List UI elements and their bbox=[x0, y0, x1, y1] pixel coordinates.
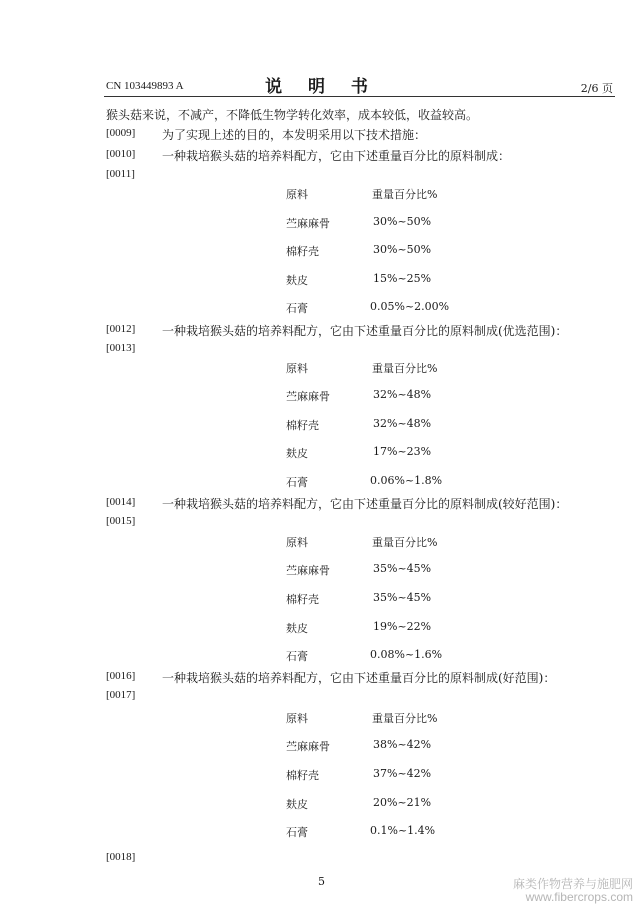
paragraph-text: 一种栽培猴头菇的培养料配方，它由下述重量百分比的原料制成： bbox=[162, 149, 511, 163]
table-cell-percent: 32%~48% bbox=[373, 388, 432, 401]
document-number: CN 103449893 A bbox=[106, 80, 184, 92]
paragraph-number: [0017] bbox=[106, 689, 136, 701]
paragraph-text: 一种栽培猴头菇的培养料配方，它由下述重量百分比的原料制成(好范围)： bbox=[162, 671, 556, 685]
table-header-material: 原料 bbox=[286, 188, 308, 201]
table-cell-material: 苎麻麻骨 bbox=[286, 564, 330, 577]
paragraph-number: [0014] bbox=[106, 496, 136, 508]
table-header-percent: 重量百分比% bbox=[372, 188, 438, 201]
paragraph-number: [0010] bbox=[106, 148, 136, 160]
table-cell-material: 棉籽壳 bbox=[286, 769, 319, 782]
table-cell-percent: 0.08%~1.6% bbox=[370, 648, 443, 661]
page-number: 5 bbox=[318, 875, 325, 888]
page-title: 说 明 书 bbox=[265, 77, 378, 97]
watermark-text: 麻类作物营养与施肥网 bbox=[512, 877, 633, 891]
table-cell-percent: 37%~42% bbox=[373, 767, 432, 780]
table-cell-material: 石膏 bbox=[286, 476, 308, 489]
intro-line: 猴头菇来说，不减产，不降低生物学转化效率，成本较低，收益较高。 bbox=[106, 108, 479, 122]
table-cell-material: 棉籽壳 bbox=[286, 593, 319, 606]
table-cell-percent: 17%~23% bbox=[373, 445, 432, 458]
page-indicator: 2/6 页 bbox=[580, 82, 613, 95]
table-cell-material: 麸皮 bbox=[286, 274, 308, 287]
paragraph-text: 一种栽培猴头菇的培养料配方，它由下述重量百分比的原料制成(较好范围)： bbox=[162, 497, 568, 511]
paragraph-text: 为了实现上述的目的，本发明采用以下技术措施： bbox=[162, 128, 427, 142]
watermark-url: www.fibercrops.com bbox=[525, 890, 633, 904]
paragraph-number: [0013] bbox=[106, 342, 136, 354]
table-header-material: 原料 bbox=[286, 712, 308, 725]
table-cell-percent: 0.06%~1.8% bbox=[370, 474, 443, 487]
paragraph-text: 一种栽培猴头菇的培养料配方，它由下述重量百分比的原料制成(优选范围)： bbox=[162, 324, 568, 338]
paragraph-number: [0015] bbox=[106, 515, 136, 527]
table-cell-material: 麸皮 bbox=[286, 622, 308, 635]
table-cell-material: 棉籽壳 bbox=[286, 419, 319, 432]
table-cell-material: 石膏 bbox=[286, 650, 308, 663]
table-header-percent: 重量百分比% bbox=[372, 536, 438, 549]
table-header-material: 原料 bbox=[286, 536, 308, 549]
table-cell-percent: 0.05%~2.00% bbox=[370, 300, 450, 313]
table-cell-material: 麸皮 bbox=[286, 798, 308, 811]
table-cell-material: 麸皮 bbox=[286, 447, 308, 460]
table-cell-percent: 0.1%~1.4% bbox=[370, 824, 436, 837]
table-cell-material: 苎麻麻骨 bbox=[286, 217, 330, 230]
table-cell-material: 石膏 bbox=[286, 826, 308, 839]
table-cell-percent: 19%~22% bbox=[373, 620, 432, 633]
paragraph-number: [0018] bbox=[106, 851, 136, 863]
paragraph-number: [0011] bbox=[106, 168, 135, 180]
table-cell-percent: 30%~50% bbox=[373, 243, 432, 256]
paragraph-number: [0016] bbox=[106, 670, 136, 682]
paragraph-number: [0009] bbox=[106, 127, 136, 139]
table-header-material: 原料 bbox=[286, 362, 308, 375]
table-cell-material: 石膏 bbox=[286, 302, 308, 315]
table-cell-percent: 30%~50% bbox=[373, 215, 432, 228]
table-cell-percent: 32%~48% bbox=[373, 417, 432, 430]
table-cell-percent: 38%~42% bbox=[373, 738, 432, 751]
table-cell-percent: 15%~25% bbox=[373, 272, 432, 285]
table-header-percent: 重量百分比% bbox=[372, 362, 438, 375]
table-cell-material: 苎麻麻骨 bbox=[286, 390, 330, 403]
header-divider bbox=[104, 96, 615, 97]
paragraph-number: [0012] bbox=[106, 323, 136, 335]
table-cell-material: 棉籽壳 bbox=[286, 245, 319, 258]
table-cell-percent: 35%~45% bbox=[373, 591, 432, 604]
table-cell-percent: 20%~21% bbox=[373, 796, 432, 809]
table-cell-material: 苎麻麻骨 bbox=[286, 740, 330, 753]
table-cell-percent: 35%~45% bbox=[373, 562, 432, 575]
table-header-percent: 重量百分比% bbox=[372, 712, 438, 725]
